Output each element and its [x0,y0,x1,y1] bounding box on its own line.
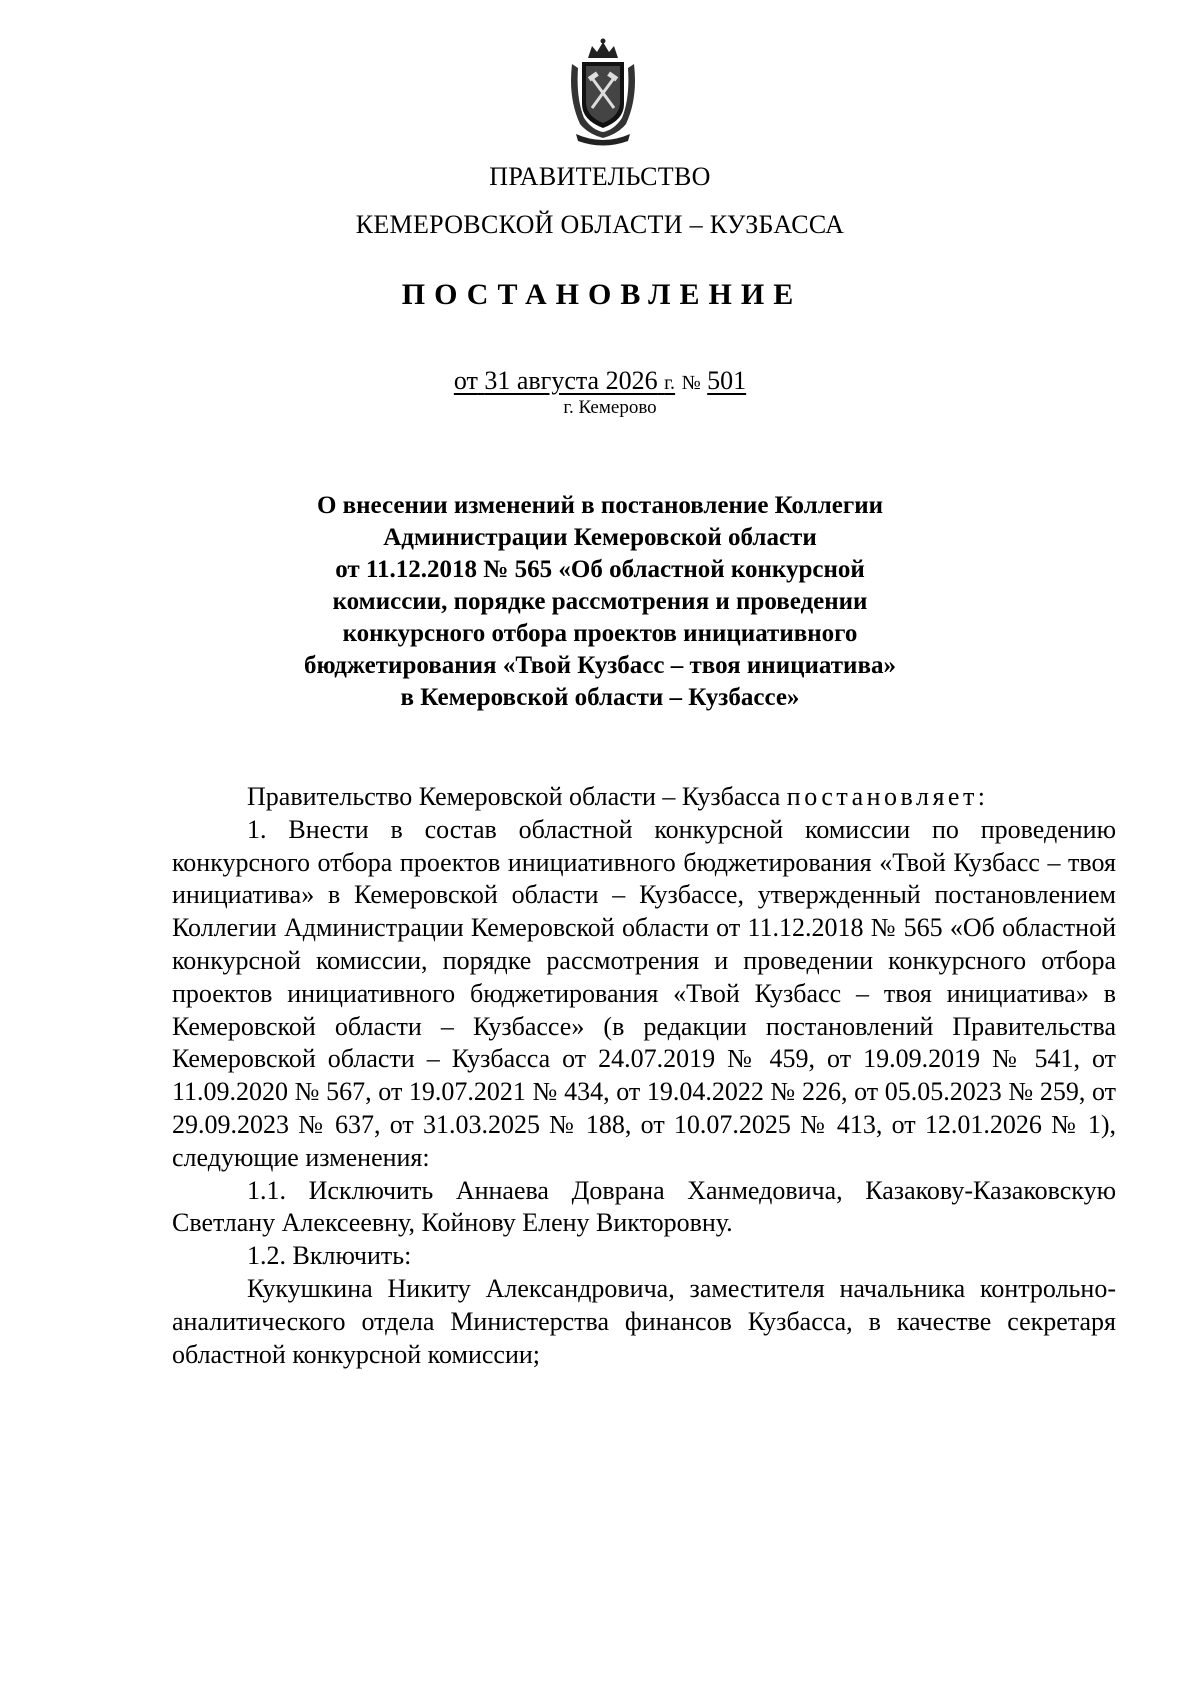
coat-of-arms-emblem [566,38,640,146]
document-title [240,490,960,714]
intro-paragraph: Правительство Кемеровской области – Кузбасса постановляет: [247,782,989,811]
title-line: комиссии, порядке рассмотрения и проведении [332,588,868,615]
paragraph-1: 1. Внести в состав областной конкурсной комиссии по проведению конкурсного отбора проектов инициативного бюджетирования «Твой Кузбасс – твоя инициатива» в Кемеровской области – Кузбассе, утвержденный постановлением Коллегии Администрации Кемеровской области от 11.12.2018 № 565 «Об областной конкурсной комиссии, порядке рассмотрения и проведении конкурсного отбора проектов инициативного бюджетирования «Твой Кузбасс – твоя инициатива» в Кемеровской области – Кузбассе» (в редакции постановлений Правительства Кемеровской области – Кузбасса от 24.07.2019 № 459, от 19.09.2019 № 541, от 11.09.2020 № 567, от 19.07.2021 № 434, от 19.04.2022 № 226, от 05.05.2023 № 259, от 29.09.2023 № 637, от 31.03.2025 № 188, от 10.07.2025 № 413, от 12.01.2026 № 1), следующие изменения: [172,814,1116,1172]
title-line: О внесении изменений в постановление Коллегии [316,492,884,519]
document-type-heading: ПОСТАНОВЛЕНИЕ [401,278,803,311]
paragraph-1-2: 1.2. Включить: [247,1241,412,1271]
title-line: в Кемеровской области – Кузбассе» [400,684,800,711]
paragraph-1-1: 1.1. Исключить Аннаева Доврана Ханмедовича, Казакову-Казаковскую Светлану Алексеевну, Койнову Елену Викторовну. [172,1175,1116,1238]
title-line: от 11.12.2018 № 565 «Об областной конкурсной [335,556,865,583]
document-body [172,781,1116,1371]
document-city: г. Кемерово [563,397,657,418]
paragraph-1-2-text: Кукушкина Никиту Александровича, заместителя начальника контрольно-аналитического отдела Министерства финансов Кузбасса, в качестве секретаря областной конкурсной комиссии; [172,1273,1116,1369]
government-name-line2: КЕМЕРОВСКОЙ ОБЛАСТИ – КУЗБАССА [355,210,845,239]
document-number: 501 [707,366,747,395]
title-line: конкурсного отбора проектов инициативного [342,620,858,647]
number-sign: № [681,372,701,394]
title-line: Администрации Кемеровской области [383,524,817,551]
document-date: от 31 августа 2026 г. [453,366,676,395]
government-name-line1: ПРАВИТЕЛЬСТВО [489,162,711,191]
document-date-line [0,368,1200,394]
title-line: бюджетирования «Твой Кузбасс – твоя инициатива» [304,652,896,679]
